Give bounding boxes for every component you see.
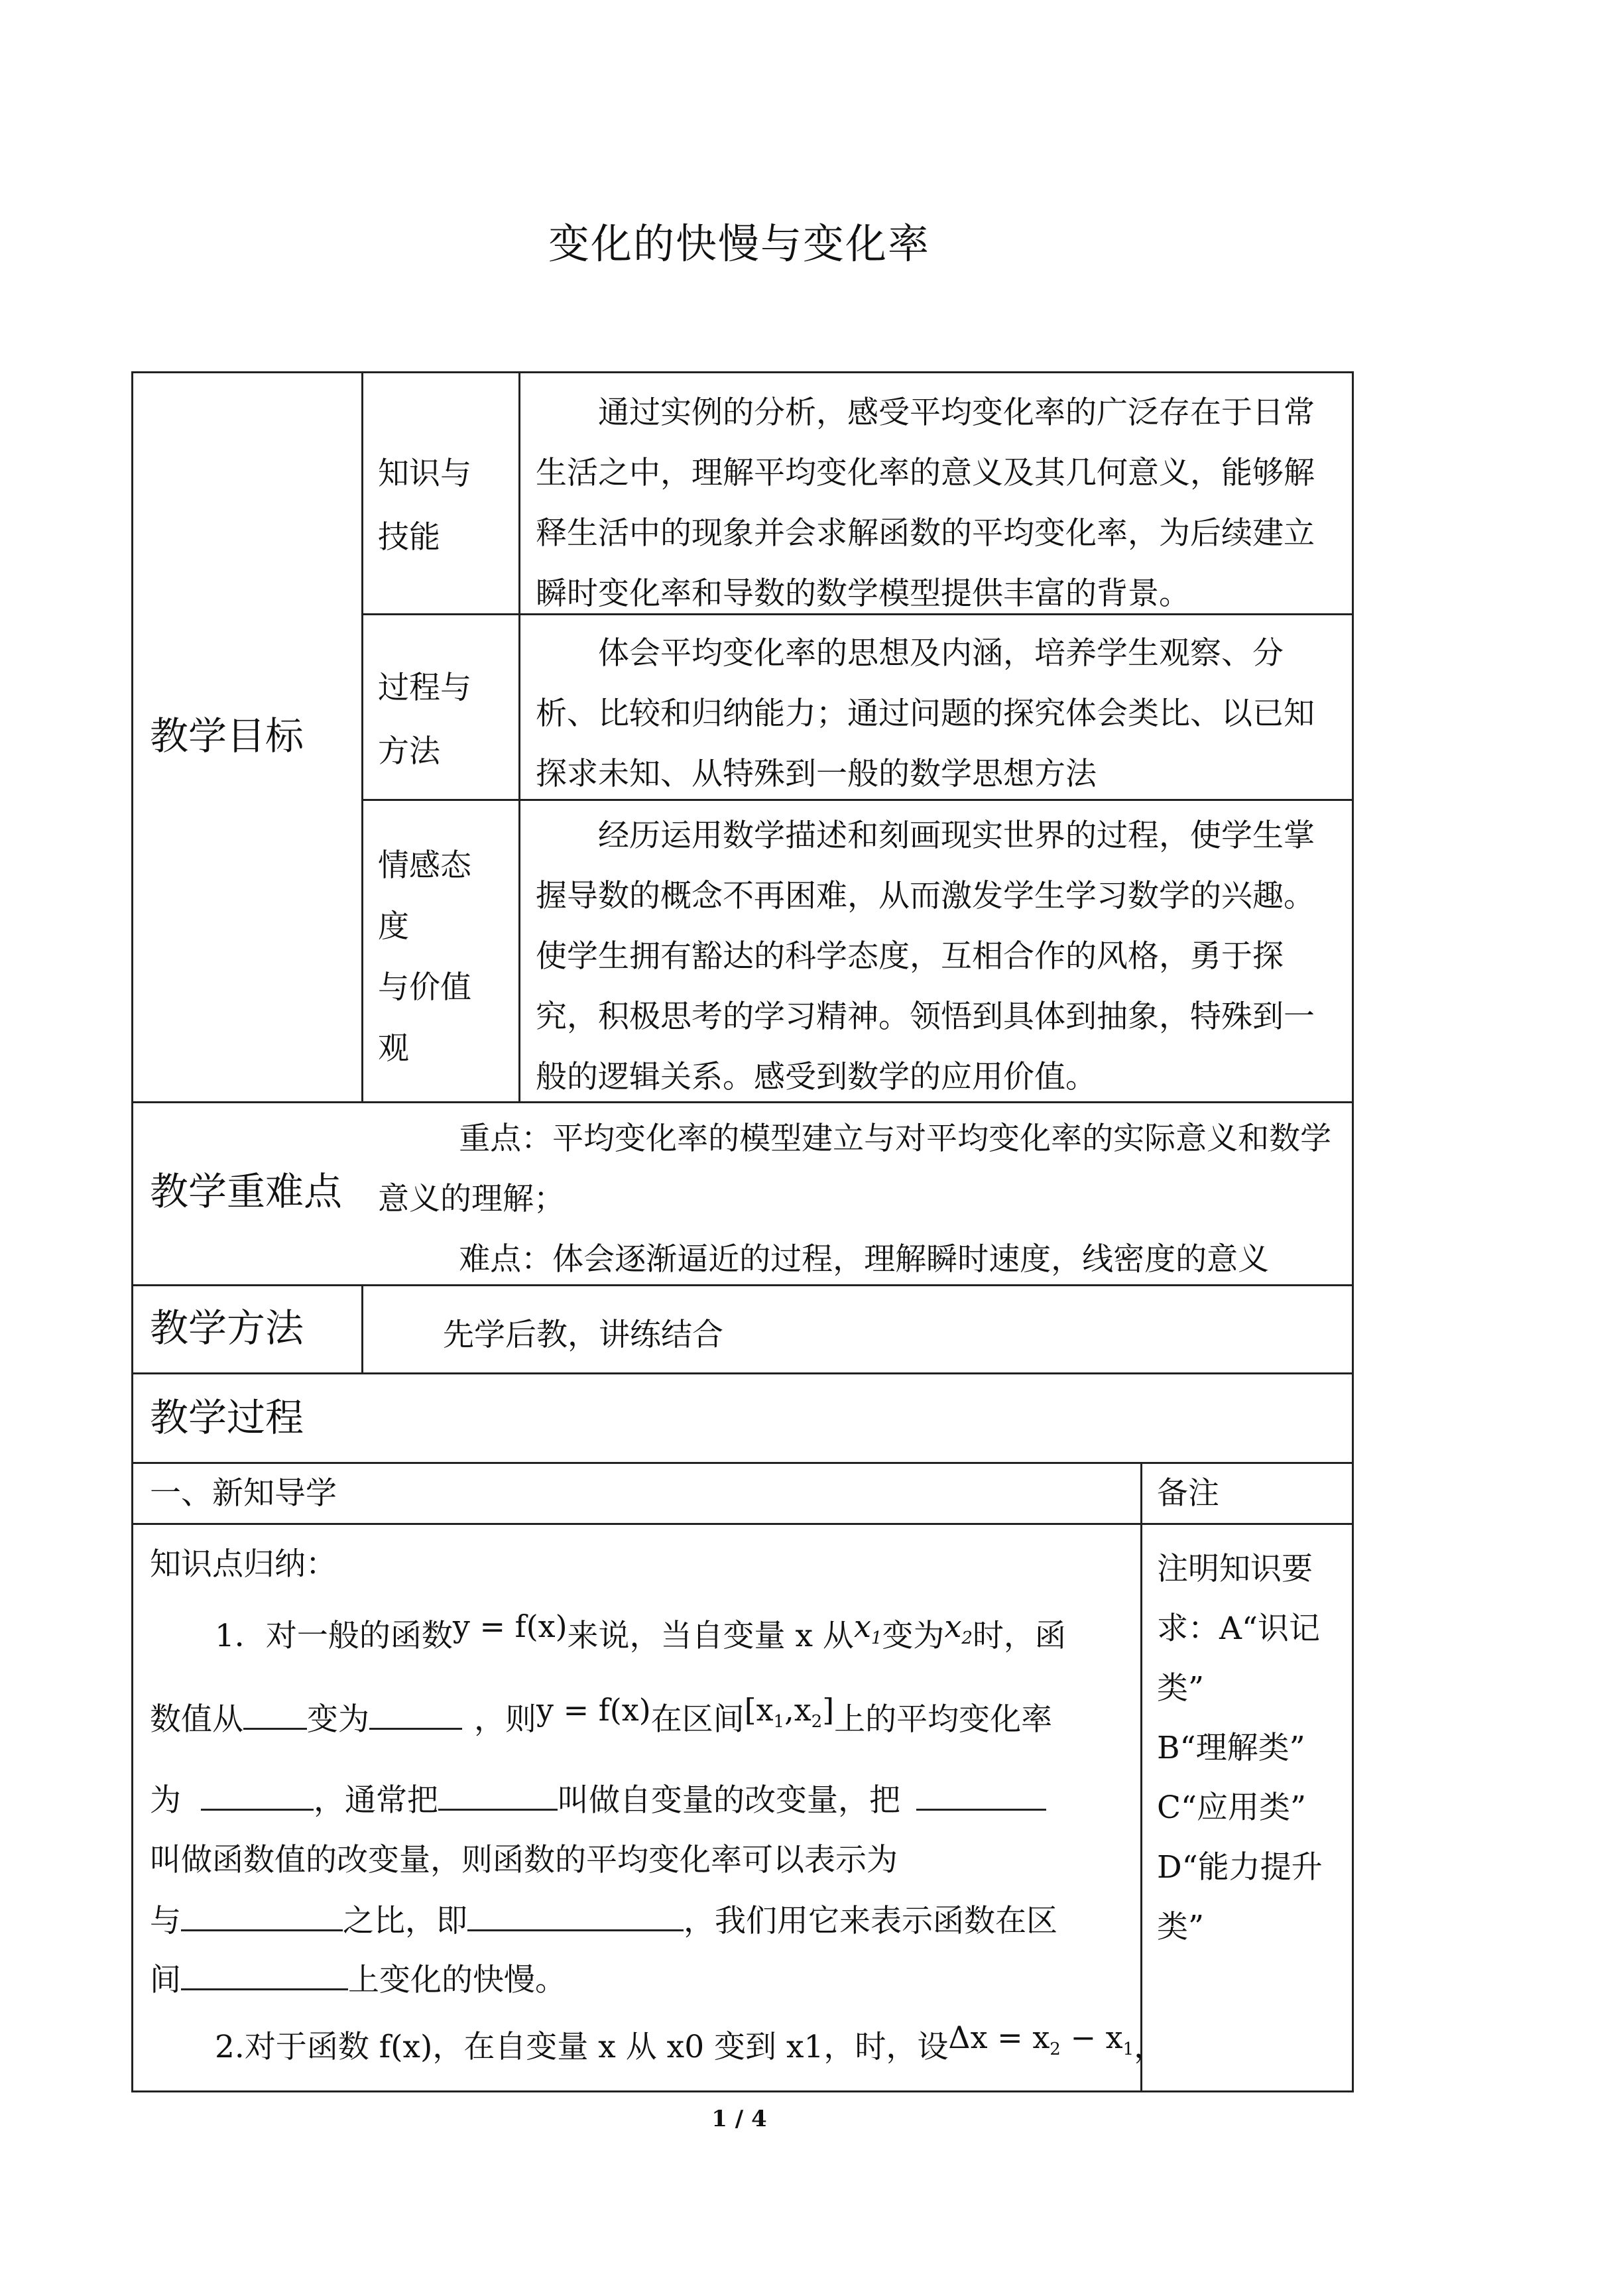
blank-field[interactable] — [916, 1778, 1046, 1811]
math-expr: y = f(x) — [452, 1608, 568, 1644]
text: 之比，即 — [343, 1903, 467, 1939]
objective-label-line: 度 — [378, 908, 409, 945]
notes-line: 类” — [1157, 1670, 1205, 1707]
col-divider — [361, 371, 363, 1103]
body-summary: 知识点归纳： — [150, 1546, 337, 1583]
body-line-7 — [150, 2017, 1166, 2083]
notes-line: 注明知识要 — [1157, 1551, 1313, 1587]
math-sub: 1 — [773, 1712, 785, 1732]
col-divider — [1140, 1462, 1142, 2092]
math-expr: y = f(x) — [536, 1692, 651, 1728]
page-number: 1 / 4 — [711, 2106, 767, 2132]
notes-line: 类” — [1157, 1909, 1205, 1945]
objective-label-line: 技能 — [378, 519, 440, 556]
text: 数值从 — [150, 1701, 243, 1738]
method-label: 教学方法 — [150, 1305, 304, 1351]
text: 1．对一般的函数 — [215, 1618, 453, 1654]
math-delta — [948, 2020, 1134, 2059]
section-heading: 一、新知导学 — [150, 1475, 337, 1512]
blank-field[interactable] — [181, 1958, 348, 1990]
text: 变为 — [307, 1701, 369, 1738]
math-sub: 1 — [871, 1628, 882, 1648]
text: ，则 — [474, 1701, 536, 1738]
blank-field[interactable] — [369, 1697, 462, 1730]
text: 在区间 — [650, 1701, 745, 1738]
objective-label-line: 与价值 — [378, 969, 471, 1006]
method-text: 先学后教，讲练结合 — [443, 1317, 723, 1353]
text: ，我们用它来表示函数在区 — [684, 1903, 1057, 1939]
objective-label-line: 过程与 — [378, 670, 471, 706]
text: 叫做自变量的改变量，把 — [558, 1782, 900, 1819]
math-sub: 1 — [1122, 2039, 1134, 2059]
math-var: x — [853, 1608, 871, 1644]
math-sub: 2 — [811, 1712, 823, 1732]
math-part: ] — [822, 1692, 835, 1728]
body-line-6 — [150, 1950, 1131, 2010]
math-part: ,x — [784, 1692, 812, 1728]
notes-line: 求：A“识记 — [1157, 1610, 1320, 1647]
text: 上变化的快慢。 — [348, 1962, 566, 1998]
blank-field[interactable] — [243, 1697, 307, 1730]
blank-field[interactable] — [438, 1778, 558, 1811]
text: ，通常把 — [314, 1782, 438, 1819]
objective-label-process — [378, 656, 511, 784]
difficulty-point: 难点：体会逐渐逼近的过程，理解瞬时速度，线密度的意义 — [459, 1241, 1270, 1278]
text: 上的平均变化率 — [834, 1701, 1053, 1738]
text: 对于函数 f(x)，在自变量 x 从 x0 变到 x1，时，设 — [244, 2029, 949, 2065]
text: 为 — [150, 1782, 181, 1819]
process-label: 教学过程 — [150, 1395, 304, 1440]
body-line-2 — [150, 1689, 1131, 1755]
blank-field[interactable] — [467, 1899, 684, 1931]
objective-label-line: 情感态 — [378, 847, 471, 884]
notes-line: B“理解类” — [1157, 1730, 1305, 1766]
notes-heading: 备注 — [1157, 1475, 1219, 1512]
math-var: x — [944, 1608, 962, 1644]
objective-text-attitude: 经历运用数学描述和刻画现实世界的过程，使学生掌握导数的概念不再困难，从而激发学生学习数学的兴趣。使学生拥有豁达的科学态度，互相合作的风格，勇于探究，积极思考的学习精神。领悟到具体到抽象，特殊到一般的逻辑关系。感受到数学的应用价值。 — [536, 817, 1315, 1095]
text: 来说，当自变量 x 从 — [567, 1618, 854, 1654]
math-sub: 2 — [961, 1628, 973, 1648]
text: 间 — [150, 1962, 181, 1998]
text: 变为 — [882, 1618, 945, 1654]
notes-column — [1157, 1540, 1349, 1957]
body-line-4: 叫做函数值的改变量，则函数的平均变化率可以表示为 — [150, 1842, 898, 1878]
text: 时，函 — [972, 1618, 1066, 1654]
notes-line: D“能力提升 — [1157, 1849, 1323, 1886]
objective-text-knowledge: 通过实例的分析，感受平均变化率的广泛存在于日常生活之中，理解平均变化率的意义及其几何意义，能够解释生活中的现象并会求解函数的平均变化率，为后续建立瞬时变化率和导数的数学模型提供丰富的背景。 — [536, 394, 1315, 612]
math-part: [x — [744, 1692, 774, 1728]
objective-label-line: 方法 — [378, 733, 440, 770]
objective-label-line: 知识与 — [378, 455, 471, 492]
math-sub: 2 — [1050, 2039, 1061, 2059]
objective-label-line: 观 — [378, 1030, 409, 1067]
col-divider — [518, 371, 520, 1103]
key-points-text — [378, 1109, 1336, 1290]
objective-text-process: 体会平均变化率的思想及内涵，培养学生观察、分析、比较和归纳能力；通过问题的探究体会类比、以已知探求未知、从特殊到一般的数学思想方法 — [536, 635, 1315, 792]
objectives-label: 教学目标 — [150, 713, 304, 758]
math-x1 — [853, 1608, 882, 1648]
text: 与 — [150, 1903, 181, 1939]
key-points-label: 教学重难点 — [150, 1169, 343, 1214]
row-divider — [131, 1372, 1354, 1374]
text: ， — [1134, 2029, 1166, 2065]
blank-field[interactable] — [201, 1778, 314, 1811]
math-interval — [744, 1692, 835, 1732]
math-part: − x — [1060, 2020, 1123, 2055]
math-part: Δx = x — [948, 2020, 1050, 2055]
objective-label-knowledge — [378, 442, 511, 570]
notes-line: C“应用类” — [1157, 1789, 1307, 1826]
body-line-3 — [150, 1770, 1131, 1831]
focus-point: 重点：平均变化率的模型建立与对平均变化率的实际意义和数学意义的理解； — [378, 1120, 1332, 1217]
blank-field[interactable] — [181, 1899, 343, 1931]
text: 2. — [215, 2029, 245, 2065]
math-x2 — [944, 1608, 973, 1648]
body-line-1 — [150, 1606, 1131, 1671]
objective-label-attitude — [378, 835, 511, 1079]
body-line-5 — [150, 1891, 1131, 1951]
page-title: 变化的快慢与变化率 — [548, 219, 930, 268]
